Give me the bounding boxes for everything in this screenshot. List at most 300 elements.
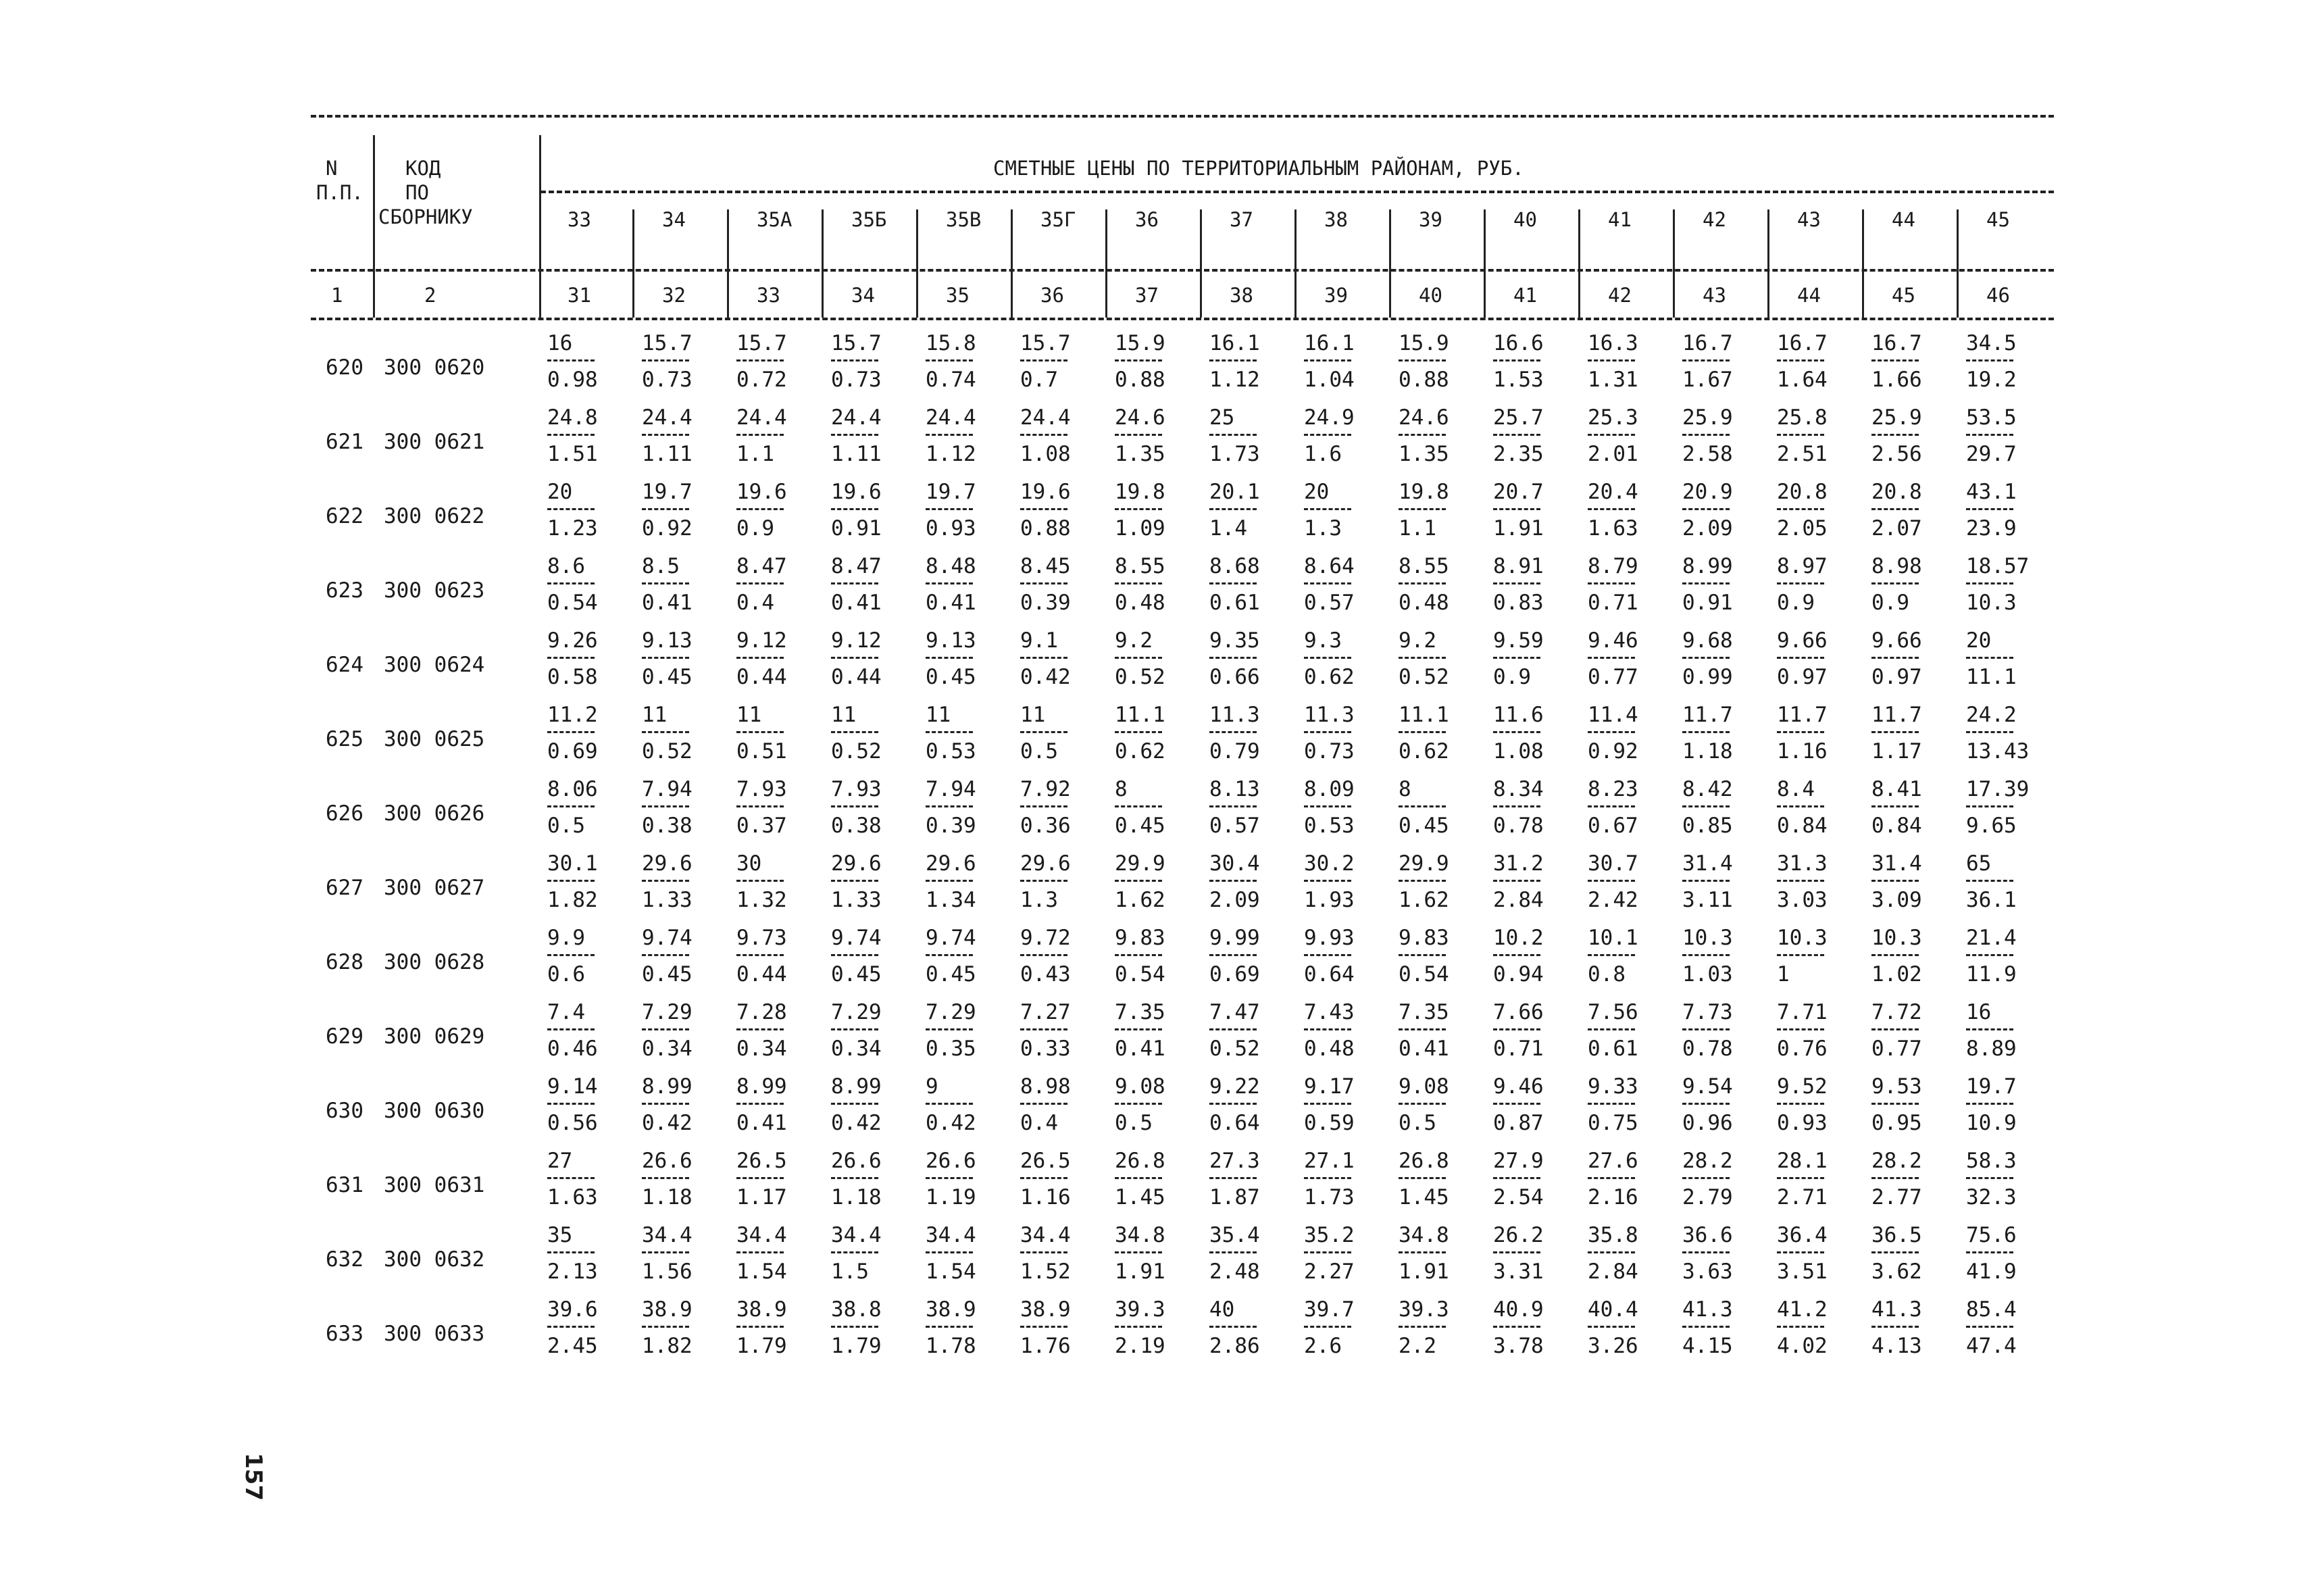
- price-wage: 0.9: [736, 516, 774, 541]
- fraction-bar: [1777, 1103, 1824, 1105]
- price-total: 8.41: [1871, 777, 1922, 801]
- price-wage: 0.57: [1209, 814, 1260, 838]
- fraction-bar: [1966, 1028, 2013, 1030]
- price-total: 9.83: [1115, 926, 1165, 950]
- price-total: 85.4: [1966, 1297, 2017, 1322]
- fraction-bar: [1209, 508, 1257, 510]
- price-wage: 0.72: [736, 368, 787, 392]
- row-code: 300 0624: [384, 653, 485, 677]
- price-wage: 0.83: [1493, 591, 1544, 615]
- fraction-bar: [736, 805, 784, 807]
- price-total: 11.7: [1777, 703, 1828, 727]
- district-divider: [1484, 209, 1486, 318]
- fraction-bar: [1020, 582, 1067, 584]
- fraction-bar: [1399, 1251, 1446, 1253]
- price-total: 11: [736, 703, 762, 727]
- price-total: 34.4: [642, 1223, 693, 1247]
- fraction-bar: [1304, 582, 1351, 584]
- price-wage: 2.56: [1871, 442, 1922, 466]
- price-wage: 0.93: [1777, 1111, 1828, 1135]
- price-wage: 0.4: [1020, 1111, 1058, 1135]
- price-total: 15.8: [926, 331, 976, 355]
- fraction-bar: [1209, 434, 1257, 436]
- price-total: 39.6: [547, 1297, 598, 1322]
- price-total: 11: [831, 703, 857, 727]
- fraction-bar: [1399, 1028, 1446, 1030]
- row-number: 626: [326, 801, 363, 826]
- fraction-bar: [1304, 1177, 1351, 1179]
- price-total: 20.8: [1871, 480, 1922, 504]
- price-total: 24.4: [736, 405, 787, 430]
- fraction-bar: [642, 731, 689, 733]
- price-wage: 0.36: [1020, 814, 1071, 838]
- price-total: 7.94: [642, 777, 693, 801]
- price-total: 8.13: [1209, 777, 1260, 801]
- row-number: 624: [326, 653, 363, 677]
- price-wage: 10.9: [1966, 1111, 2017, 1135]
- price-total: 9.66: [1777, 628, 1828, 653]
- price-total: 53.5: [1966, 405, 2017, 430]
- row-code: 300 0631: [384, 1173, 485, 1197]
- price-wage: 3.09: [1871, 888, 1922, 912]
- price-wage: 0.73: [831, 368, 882, 392]
- price-total: 43.1: [1966, 480, 2017, 504]
- fraction-bar: [547, 657, 595, 659]
- price-wage: 0.39: [926, 814, 976, 838]
- fraction-bar: [547, 1028, 595, 1030]
- fraction-bar: [1304, 954, 1351, 956]
- fraction-bar: [1399, 1103, 1446, 1105]
- district-label: 33: [568, 208, 591, 231]
- price-wage: 0.78: [1682, 1037, 1733, 1061]
- price-total: 26.5: [736, 1149, 787, 1173]
- fraction-bar: [1682, 1326, 1730, 1328]
- fraction-bar: [926, 1251, 973, 1253]
- price-total: 7.72: [1871, 1000, 1922, 1024]
- price-wage: 1.16: [1020, 1185, 1071, 1210]
- district-divider: [632, 209, 634, 318]
- price-wage: 0.84: [1777, 814, 1828, 838]
- price-wage: 1.5: [831, 1260, 869, 1284]
- fraction-bar: [1493, 1177, 1540, 1179]
- price-wage: 0.98: [547, 368, 598, 392]
- price-wage: 4.02: [1777, 1334, 1828, 1358]
- price-total: 7.29: [642, 1000, 693, 1024]
- fraction-bar: [1304, 359, 1351, 361]
- fraction-bar: [1871, 1177, 1919, 1179]
- price-wage: 8.89: [1966, 1037, 2017, 1061]
- price-total: 40: [1209, 1297, 1235, 1322]
- price-total: 25.8: [1777, 405, 1828, 430]
- fraction-bar: [642, 1251, 689, 1253]
- fraction-bar: [1209, 1251, 1257, 1253]
- price-wage: 1.35: [1399, 442, 1449, 466]
- fraction-bar: [1777, 582, 1824, 584]
- price-wage: 23.9: [1966, 516, 2017, 541]
- price-total: 7.56: [1588, 1000, 1638, 1024]
- fraction-bar: [831, 1177, 878, 1179]
- price-wage: 3.31: [1493, 1260, 1544, 1284]
- price-wage: 1.52: [1020, 1260, 1071, 1284]
- district-label: 40: [1513, 208, 1537, 231]
- price-total: 19.6: [831, 480, 882, 504]
- price-wage: 1.87: [1209, 1185, 1260, 1210]
- price-total: 34.8: [1399, 1223, 1449, 1247]
- price-total: 19.8: [1399, 480, 1449, 504]
- price-total: 19.7: [1966, 1074, 2017, 1099]
- price-wage: 2.84: [1493, 888, 1544, 912]
- price-total: 25.3: [1588, 405, 1638, 430]
- price-total: 15.9: [1399, 331, 1449, 355]
- fraction-bar: [1493, 731, 1540, 733]
- price-total: 25.9: [1682, 405, 1733, 430]
- fraction-bar: [1588, 805, 1635, 807]
- price-total: 9.2: [1399, 628, 1436, 653]
- price-total: 8.55: [1399, 554, 1449, 578]
- fraction-bar: [642, 954, 689, 956]
- price-total: 8.4: [1777, 777, 1815, 801]
- district-index: 34: [851, 284, 875, 307]
- district-divider: [1578, 209, 1580, 318]
- price-total: 10.3: [1871, 926, 1922, 950]
- fraction-bar: [1777, 731, 1824, 733]
- fraction-bar: [547, 508, 595, 510]
- price-wage: 0.75: [1588, 1111, 1638, 1135]
- price-total: 34.4: [1020, 1223, 1071, 1247]
- price-total: 24.6: [1115, 405, 1165, 430]
- fraction-bar: [1493, 1251, 1540, 1253]
- fraction-bar: [1493, 1103, 1540, 1105]
- fraction-bar: [1020, 1028, 1067, 1030]
- price-total: 8.91: [1493, 554, 1544, 578]
- fraction-bar: [1399, 880, 1446, 882]
- price-wage: 0.71: [1493, 1037, 1544, 1061]
- fraction-bar: [1493, 582, 1540, 584]
- price-wage: 2.35: [1493, 442, 1544, 466]
- price-total: 16.7: [1871, 331, 1922, 355]
- fraction-bar: [547, 434, 595, 436]
- price-total: 26.8: [1399, 1149, 1449, 1173]
- fraction-bar: [1115, 1326, 1162, 1328]
- fraction-bar: [1682, 1028, 1730, 1030]
- district-index: 37: [1135, 284, 1159, 307]
- price-total: 27.1: [1304, 1149, 1355, 1173]
- price-total: 24.4: [926, 405, 976, 430]
- price-wage: 1.4: [1209, 516, 1247, 541]
- fraction-bar: [547, 880, 595, 882]
- fraction-bar: [1966, 880, 2013, 882]
- price-total: 11: [1020, 703, 1046, 727]
- price-wage: 1.18: [831, 1185, 882, 1210]
- fraction-bar: [1209, 582, 1257, 584]
- price-total: 9.66: [1871, 628, 1922, 653]
- fraction-bar: [1304, 1251, 1351, 1253]
- price-total: 28.2: [1871, 1149, 1922, 1173]
- fraction-bar: [1304, 508, 1351, 510]
- fraction-bar: [1115, 657, 1162, 659]
- fraction-bar: [1399, 508, 1446, 510]
- header-index-2: 2: [424, 284, 436, 307]
- price-wage: 0.41: [926, 591, 976, 615]
- price-total: 39.3: [1115, 1297, 1165, 1322]
- price-wage: 0.66: [1209, 665, 1260, 689]
- price-total: 7.29: [831, 1000, 882, 1024]
- price-wage: 1.93: [1304, 888, 1355, 912]
- district-index: 36: [1040, 284, 1064, 307]
- price-wage: 0.91: [831, 516, 882, 541]
- price-wage: 1.35: [1115, 442, 1165, 466]
- district-divider: [1389, 209, 1391, 318]
- fraction-bar: [1777, 359, 1824, 361]
- price-total: 9.74: [831, 926, 882, 950]
- fraction-bar: [1588, 1326, 1635, 1328]
- price-total: 31.3: [1777, 851, 1828, 876]
- price-total: 16.7: [1777, 331, 1828, 355]
- fraction-bar: [831, 805, 878, 807]
- price-total: 34.8: [1115, 1223, 1165, 1247]
- fraction-bar: [736, 434, 784, 436]
- price-total: 25.9: [1871, 405, 1922, 430]
- row-number: 631: [326, 1173, 363, 1197]
- price-total: 9.14: [547, 1074, 598, 1099]
- fraction-bar: [1399, 1326, 1446, 1328]
- row-number: 630: [326, 1099, 363, 1123]
- row-number: 629: [326, 1024, 363, 1049]
- fraction-bar: [1588, 1103, 1635, 1105]
- price-wage: 41.9: [1966, 1260, 2017, 1284]
- price-total: 38.9: [926, 1297, 976, 1322]
- price-total: 9.12: [736, 628, 787, 653]
- price-total: 26.6: [926, 1149, 976, 1173]
- price-wage: 1.18: [642, 1185, 693, 1210]
- fraction-bar: [1493, 805, 1540, 807]
- price-total: 15.9: [1115, 331, 1165, 355]
- row-code: 300 0621: [384, 430, 485, 454]
- price-total: 15.7: [831, 331, 882, 355]
- fraction-bar: [1304, 805, 1351, 807]
- price-total: 9: [926, 1074, 938, 1099]
- fraction-bar: [1115, 434, 1162, 436]
- fraction-bar: [1777, 1028, 1824, 1030]
- price-wage: 1.82: [547, 888, 598, 912]
- fraction-bar: [1966, 508, 2013, 510]
- price-total: 8.5: [642, 554, 680, 578]
- price-total: 8.98: [1020, 1074, 1071, 1099]
- price-wage: 1: [1777, 962, 1790, 987]
- fraction-bar: [831, 582, 878, 584]
- district-divider: [916, 209, 918, 318]
- price-wage: 0.91: [1682, 591, 1733, 615]
- fraction-bar: [1871, 582, 1919, 584]
- price-total: 34.4: [831, 1223, 882, 1247]
- price-total: 10.3: [1682, 926, 1733, 950]
- fraction-bar: [1020, 1326, 1067, 1328]
- price-total: 11.3: [1304, 703, 1355, 727]
- fraction-bar: [926, 582, 973, 584]
- row-code: 300 0632: [384, 1247, 485, 1272]
- price-wage: 1.3: [1020, 888, 1058, 912]
- fraction-bar: [1966, 1326, 2013, 1328]
- fraction-bar: [926, 508, 973, 510]
- price-wage: 47.4: [1966, 1334, 2017, 1358]
- fraction-bar: [1682, 731, 1730, 733]
- price-total: 34.4: [926, 1223, 976, 1247]
- price-total: 18.57: [1966, 554, 2030, 578]
- fraction-bar: [926, 880, 973, 882]
- fraction-bar: [1115, 731, 1162, 733]
- fraction-bar: [1871, 805, 1919, 807]
- price-total: 8.06: [547, 777, 598, 801]
- price-wage: 0.79: [1209, 739, 1260, 764]
- price-wage: 0.45: [926, 962, 976, 987]
- price-total: 7.4: [547, 1000, 585, 1024]
- price-wage: 1.78: [926, 1334, 976, 1358]
- price-total: 9.22: [1209, 1074, 1260, 1099]
- price-wage: 0.39: [1020, 591, 1071, 615]
- price-wage: 0.9: [1493, 665, 1531, 689]
- row-number: 633: [326, 1322, 363, 1346]
- price-wage: 0.97: [1777, 665, 1828, 689]
- price-wage: 1.73: [1209, 442, 1260, 466]
- fraction-bar: [1209, 359, 1257, 361]
- price-total: 16.7: [1682, 331, 1733, 355]
- price-wage: 0.54: [547, 591, 598, 615]
- price-wage: 1.31: [1588, 368, 1638, 392]
- fraction-bar: [1588, 582, 1635, 584]
- price-total: 8.68: [1209, 554, 1260, 578]
- price-total: 7.35: [1399, 1000, 1449, 1024]
- price-total: 11.7: [1682, 703, 1733, 727]
- price-wage: 0.88: [1399, 368, 1449, 392]
- price-wage: 1.11: [831, 442, 882, 466]
- price-total: 29.6: [831, 851, 882, 876]
- price-total: 41.2: [1777, 1297, 1828, 1322]
- price-wage: 1.23: [547, 516, 598, 541]
- fraction-bar: [1304, 1103, 1351, 1105]
- fraction-bar: [1209, 954, 1257, 956]
- price-total: 20.4: [1588, 480, 1638, 504]
- header-mid-rule: [311, 269, 2054, 272]
- price-total: 26.6: [831, 1149, 882, 1173]
- price-total: 9.74: [926, 926, 976, 950]
- top-rule: [311, 115, 2054, 118]
- fraction-bar: [1399, 434, 1446, 436]
- district-index: 38: [1230, 284, 1253, 307]
- price-wage: 0.38: [831, 814, 882, 838]
- price-wage: 1.67: [1682, 368, 1733, 392]
- price-total: 8.48: [926, 554, 976, 578]
- price-total: 9.17: [1304, 1074, 1355, 1099]
- price-total: 26.6: [642, 1149, 693, 1173]
- price-wage: 1.11: [642, 442, 693, 466]
- price-total: 11.2: [547, 703, 598, 727]
- price-total: 8.99: [736, 1074, 787, 1099]
- fraction-bar: [1682, 657, 1730, 659]
- fraction-bar: [831, 359, 878, 361]
- price-total: 9.46: [1588, 628, 1638, 653]
- fraction-bar: [1020, 954, 1067, 956]
- price-total: 19.6: [736, 480, 787, 504]
- district-index: 41: [1513, 284, 1537, 307]
- price-wage: 2.19: [1115, 1334, 1165, 1358]
- fraction-bar: [547, 359, 595, 361]
- price-total: 34.4: [736, 1223, 787, 1247]
- district-label: 41: [1608, 208, 1632, 231]
- price-wage: 0.94: [1493, 962, 1544, 987]
- price-wage: 2.58: [1682, 442, 1733, 466]
- price-wage: 0.88: [1115, 368, 1165, 392]
- fraction-bar: [1966, 1177, 2013, 1179]
- price-wage: 3.62: [1871, 1260, 1922, 1284]
- price-total: 58.3: [1966, 1149, 2017, 1173]
- fraction-bar: [1020, 359, 1067, 361]
- price-wage: 0.41: [1399, 1037, 1449, 1061]
- fraction-bar: [1209, 1326, 1257, 1328]
- fraction-bar: [831, 508, 878, 510]
- price-wage: 4.13: [1871, 1334, 1922, 1358]
- fraction-bar: [1966, 1251, 2013, 1253]
- price-total: 8: [1399, 777, 1411, 801]
- district-index: 45: [1892, 284, 1915, 307]
- price-total: 9.1: [1020, 628, 1058, 653]
- price-wage: 0.57: [1304, 591, 1355, 615]
- district-label: 35В: [946, 208, 982, 231]
- fraction-bar: [1682, 954, 1730, 956]
- price-total: 8.47: [736, 554, 787, 578]
- price-wage: 2.48: [1209, 1260, 1260, 1284]
- fraction-bar: [1682, 434, 1730, 436]
- price-total: 27.3: [1209, 1149, 1260, 1173]
- price-wage: 0.77: [1588, 665, 1638, 689]
- fraction-bar: [1871, 1251, 1919, 1253]
- fraction-bar: [1588, 508, 1635, 510]
- price-total: 36.6: [1682, 1223, 1733, 1247]
- price-wage: 10.3: [1966, 591, 2017, 615]
- fraction-bar: [1682, 880, 1730, 882]
- price-total: 24.6: [1399, 405, 1449, 430]
- price-total: 9.93: [1304, 926, 1355, 950]
- row-code: 300 0627: [384, 876, 485, 900]
- price-total: 7.47: [1209, 1000, 1260, 1024]
- district-label: 45: [1986, 208, 2010, 231]
- price-wage: 0.77: [1871, 1037, 1922, 1061]
- price-wage: 11.1: [1966, 665, 2017, 689]
- fraction-bar: [1493, 1326, 1540, 1328]
- fraction-bar: [1871, 731, 1919, 733]
- price-wage: 0.34: [736, 1037, 787, 1061]
- price-total: 9.52: [1777, 1074, 1828, 1099]
- price-wage: 1.62: [1115, 888, 1165, 912]
- header-num-2: П.П.: [316, 181, 363, 204]
- fraction-bar: [1115, 805, 1162, 807]
- fraction-bar: [831, 731, 878, 733]
- price-wage: 0.5: [1399, 1111, 1436, 1135]
- fraction-bar: [1588, 1028, 1635, 1030]
- fraction-bar: [1588, 1177, 1635, 1179]
- row-number: 628: [326, 950, 363, 974]
- header-code-1: КОД: [405, 157, 441, 180]
- price-total: 9.83: [1399, 926, 1449, 950]
- price-wage: 0.44: [736, 962, 787, 987]
- price-wage: 0.93: [926, 516, 976, 541]
- price-total: 41.3: [1682, 1297, 1733, 1322]
- price-total: 7.66: [1493, 1000, 1544, 1024]
- district-label: 43: [1797, 208, 1821, 231]
- fraction-bar: [642, 1326, 689, 1328]
- price-total: 7.73: [1682, 1000, 1733, 1024]
- price-total: 19.8: [1115, 480, 1165, 504]
- fraction-bar: [1871, 359, 1919, 361]
